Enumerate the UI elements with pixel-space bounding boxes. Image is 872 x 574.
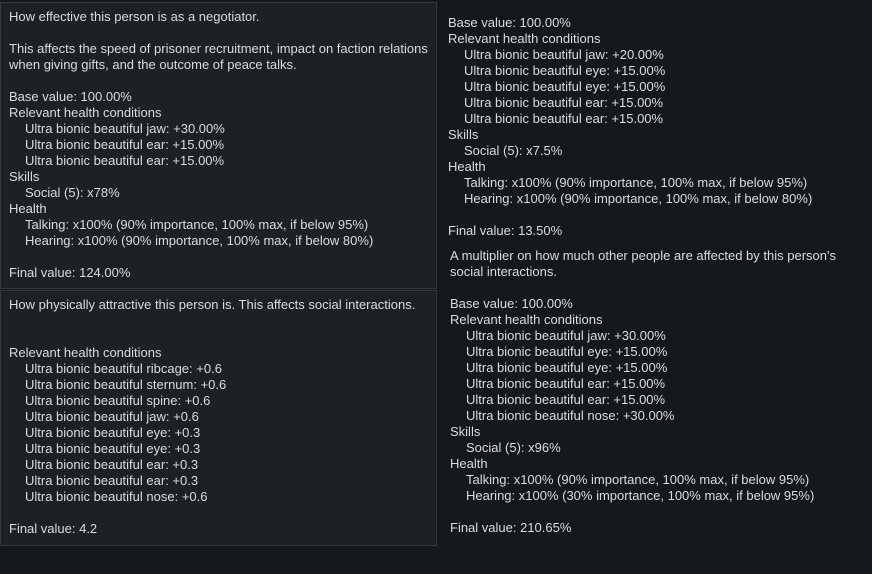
final-value: Final value: 4.2 — [9, 521, 98, 536]
health-conditions-header: Relevant health conditions — [9, 345, 162, 360]
social-impact-tooltip — [438, 244, 872, 546]
base-value: Base value: 100.00% — [448, 15, 571, 30]
final-value: Final value: 13.50% — [448, 223, 563, 238]
capacities-header: Health — [450, 456, 488, 471]
skills-header: Skills — [9, 169, 40, 184]
skill-item: Social (5): x96% — [466, 440, 561, 455]
health-condition-item: Ultra bionic beautiful eye: +0.3 — [25, 441, 201, 456]
health-condition-item: Ultra bionic beautiful nose: +0.6 — [25, 489, 208, 504]
health-condition-item: Ultra bionic beautiful ear: +0.3 — [25, 473, 199, 488]
health-condition-item: Ultra bionic beautiful sternum: +0.6 — [25, 377, 227, 392]
health-condition-item: Ultra bionic beautiful eye: +15.00% — [464, 79, 666, 94]
capacity-item: Hearing: x100% (90% importance, 100% max, if below 80%) — [464, 191, 813, 206]
health-condition-item: Ultra bionic beautiful ear: +15.00% — [466, 392, 666, 407]
negotiation-tooltip — [0, 2, 437, 289]
health-conditions-header: Relevant health conditions — [9, 105, 162, 120]
health-condition-item: Ultra bionic beautiful ear: +15.00% — [25, 137, 225, 152]
health-condition-item: Ultra bionic beautiful spine: +0.6 — [25, 393, 211, 408]
base-value: Base value: 100.00% — [450, 296, 573, 311]
capacity-item: Talking: x100% (90% importance, 100% max, if below 95%) — [25, 217, 369, 232]
health-condition-item: Ultra bionic beautiful ribcage: +0.6 — [25, 361, 222, 376]
base-value: Base value: 100.00% — [9, 89, 132, 104]
final-value: Final value: 210.65% — [450, 520, 572, 535]
health-condition-item: Ultra bionic beautiful ear: +15.00% — [466, 376, 666, 391]
capacities-header: Health — [9, 201, 47, 216]
skills-header: Skills — [450, 424, 481, 439]
capacities-header: Health — [448, 159, 486, 174]
health-conditions-header: Relevant health conditions — [450, 312, 603, 327]
skill-item: Social (5): x78% — [25, 185, 120, 200]
tooltip-description: How effective this person is as a negotiator. — [9, 9, 260, 24]
health-condition-item: Ultra bionic beautiful eye: +15.00% — [466, 344, 668, 359]
health-condition-item: Ultra bionic beautiful ear: +15.00% — [464, 111, 664, 126]
trade-tooltip — [438, 8, 872, 244]
health-condition-item: Ultra bionic beautiful ear: +15.00% — [25, 153, 225, 168]
health-condition-item: Ultra bionic beautiful nose: +30.00% — [466, 408, 675, 423]
health-condition-item: Ultra bionic beautiful eye: +15.00% — [464, 63, 666, 78]
tooltip-description: A multiplier on how much other people are affected by this person's social interactions. — [450, 248, 836, 279]
beauty-tooltip — [0, 290, 437, 546]
health-condition-item: Ultra bionic beautiful eye: +0.3 — [25, 425, 201, 440]
health-condition-item: Ultra bionic beautiful jaw: +0.6 — [25, 409, 199, 424]
health-condition-item: Ultra bionic beautiful eye: +15.00% — [466, 360, 668, 375]
capacity-item: Hearing: x100% (90% importance, 100% max, if below 80%) — [25, 233, 374, 248]
capacity-item: Talking: x100% (90% importance, 100% max, if below 95%) — [466, 472, 810, 487]
health-condition-item: Ultra bionic beautiful jaw: +30.00% — [466, 328, 666, 343]
capacity-item: Talking: x100% (90% importance, 100% max, if below 95%) — [464, 175, 808, 190]
health-conditions-header: Relevant health conditions — [448, 31, 601, 46]
final-value: Final value: 124.00% — [9, 265, 131, 280]
skills-header: Skills — [448, 127, 479, 142]
health-condition-item: Ultra bionic beautiful jaw: +30.00% — [25, 121, 225, 136]
health-condition-item: Ultra bionic beautiful jaw: +20.00% — [464, 47, 664, 62]
health-condition-item: Ultra bionic beautiful ear: +0.3 — [25, 457, 199, 472]
skill-item: Social (5): x7.5% — [464, 143, 563, 158]
health-condition-item: Ultra bionic beautiful ear: +15.00% — [464, 95, 664, 110]
tooltip-description: How physically attractive this person is. This affects social interactions. — [9, 297, 416, 312]
tooltip-description-detail: This affects the speed of prisoner recruitment, impact on faction relations when giving gifts, and the outcome of peace talks. — [9, 41, 428, 72]
capacity-item: Hearing: x100% (30% importance, 100% max, if below 95%) — [466, 488, 815, 503]
